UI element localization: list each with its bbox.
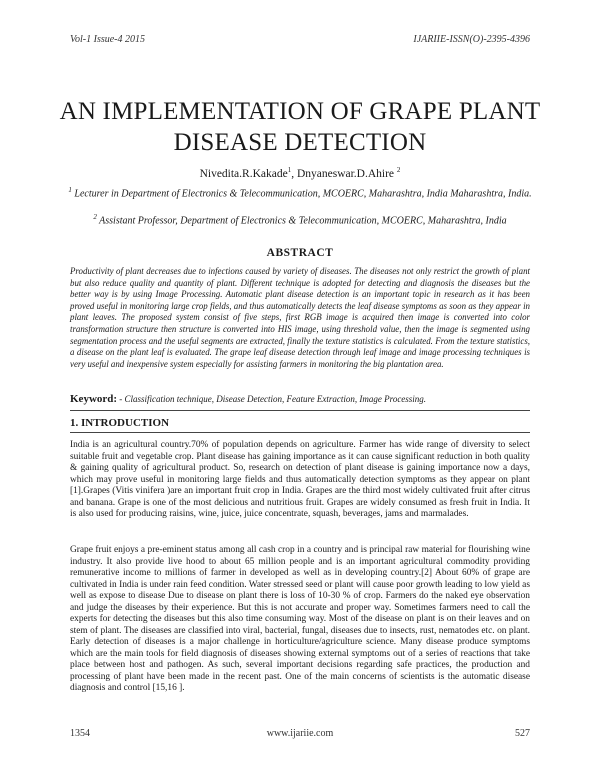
author-1: Nivedita.R.Kakade	[199, 167, 288, 180]
abstract-text: Productivity of plant decreases due to infections caused by variety of diseases. The diseases not only restrict the growth of plant but also reduce quality and quantity of plant. Different technique is adopted for detecting and diagnosis the diseases but the better way is by using Image Processing. Automatic plant disease detection is an important topic in research as it has been proved useful in monitoring large crop fields, and thus automatically detects the leaf disease symptoms as soon as they appear in plant leaves. The proposed system consist of five steps, first RGB image is acquired then image is converted into color transformation structure then structure is converted into HIS image, using threshold value, then the image is segmented using segmentation process and the useful segments are extracted, finally the texture statistics is calculated. From the texture statistics, a disease on the plant leaf is evaluated. The grape leaf disease detection through leaf image and image processing techniques is very useful and inexpensive system especially for assisting farmers in monitoring the big plantation area.	[70, 266, 530, 369]
authors	[0, 166, 600, 180]
section-rule-bottom	[70, 432, 530, 433]
journal-volume: Vol-1 Issue-4 2015	[70, 34, 145, 45]
affiliation-1	[60, 184, 540, 200]
intro-paragraph-2: Grape fruit enjoys a pre-eminent status among all cash crop in a country and is principal raw material for flourishing wine industry. It also provide live hood to about 65 million people and is an important agricultural commodity providing remunerative income to millions of farmer in developed as well as in developing country.[2] About 60% of grape are cultivated in India is under rain feed condition. Water stressed seed or plant will cause poor growth leading to low yield as well as expose to disease Due to disease on plant there is loss of 10-30 % of crop. Farmers do the naked eye observation and judge the diseases by their experience. But this is not accurate and proper way. Sometimes farmers need to call the experts for detecting the diseases but this also time consuming way. Most of the disease on plant is on their leaves and on stem of plant. The diseases are classified into viral, bacterial, fungal, diseases due to insects, rust, nematodes etc. on plant. Early detection of diseases is a major challenge in horticulture/agriculture science. Many disease produce symptoms which are the main tools for field diagnosis of diseases showing external symptoms out of a series of reactions that take place between host and pathogen. As such, several important decisions regarding safe practices, the production and processing of plant have been made in the recent past. One of the main concerns of scientists is the automatic disease diagnosis and control [15,16 ].	[70, 545, 530, 693]
author-2-sup: 2	[396, 166, 401, 174]
keyword-label: Keyword:	[70, 393, 118, 405]
affiliation-2-text: Assistant Professor, Department of Electronics & Telecommunication, MCOERC, Maharashtra, India	[96, 215, 507, 227]
keywords	[70, 393, 530, 405]
author-1-sup: 1	[287, 166, 292, 174]
title-line-2: DISEASE DETECTION	[173, 129, 427, 156]
section-title: 1. INTRODUCTION	[70, 417, 170, 429]
section-rule-top	[70, 410, 530, 411]
intro-paragraph-1: India is an agricultural country.70% of population depends on agriculture. Farmer has wide range of diversity to select suitable fruit and vegetable crop. Plant disease has gaining importance as it can cause significant reduction in both quality & gaining quality of agricultural product. So, research on detection of plant disease is gaining importance now a days, which may prove useful in monitoring large fields and thus automatically detection symptoms as they appear on plant [1].Grapes (Vitis vinifera )are an important fruit crop in India. Grapes are the third most widely cultivated fruit after citrus and banana. Grape is one of the most delicious and nutritious fruit. Grapes are widely consumed as fresh fruit in India. It is also used for producing raisins, wine, juice, juice concentrate, squash, beverages, jams and marmalades.	[70, 440, 530, 519]
abstract-heading: ABSTRACT	[266, 247, 334, 259]
author-separator: ,	[291, 167, 297, 180]
footer-website: www.ijariie.com	[266, 728, 334, 739]
author-2: Dnyaneswar.D.Ahire	[296, 167, 395, 180]
keyword-list: - Classification technique, Disease Detection, Feature Extraction, Image Processing.	[117, 394, 427, 404]
affiliation-2-sup: 2	[93, 213, 97, 221]
title-line-1: AN IMPLEMENTATION OF GRAPE PLANT	[59, 98, 541, 125]
footer-page-number: 527	[515, 728, 530, 739]
affiliation-2	[60, 211, 540, 227]
paper-title	[40, 96, 560, 158]
affiliation-1-text: Lecturer in Department of Electronics & Telecommunication, MCOERC, Maharashtra, India Maharashtra, India.	[71, 188, 532, 200]
journal-issn: IJARIIE-ISSN(O)-2395-4396	[413, 34, 530, 45]
affiliation-1-sup: 1	[68, 186, 72, 194]
footer-number-left: 1354	[70, 728, 90, 739]
